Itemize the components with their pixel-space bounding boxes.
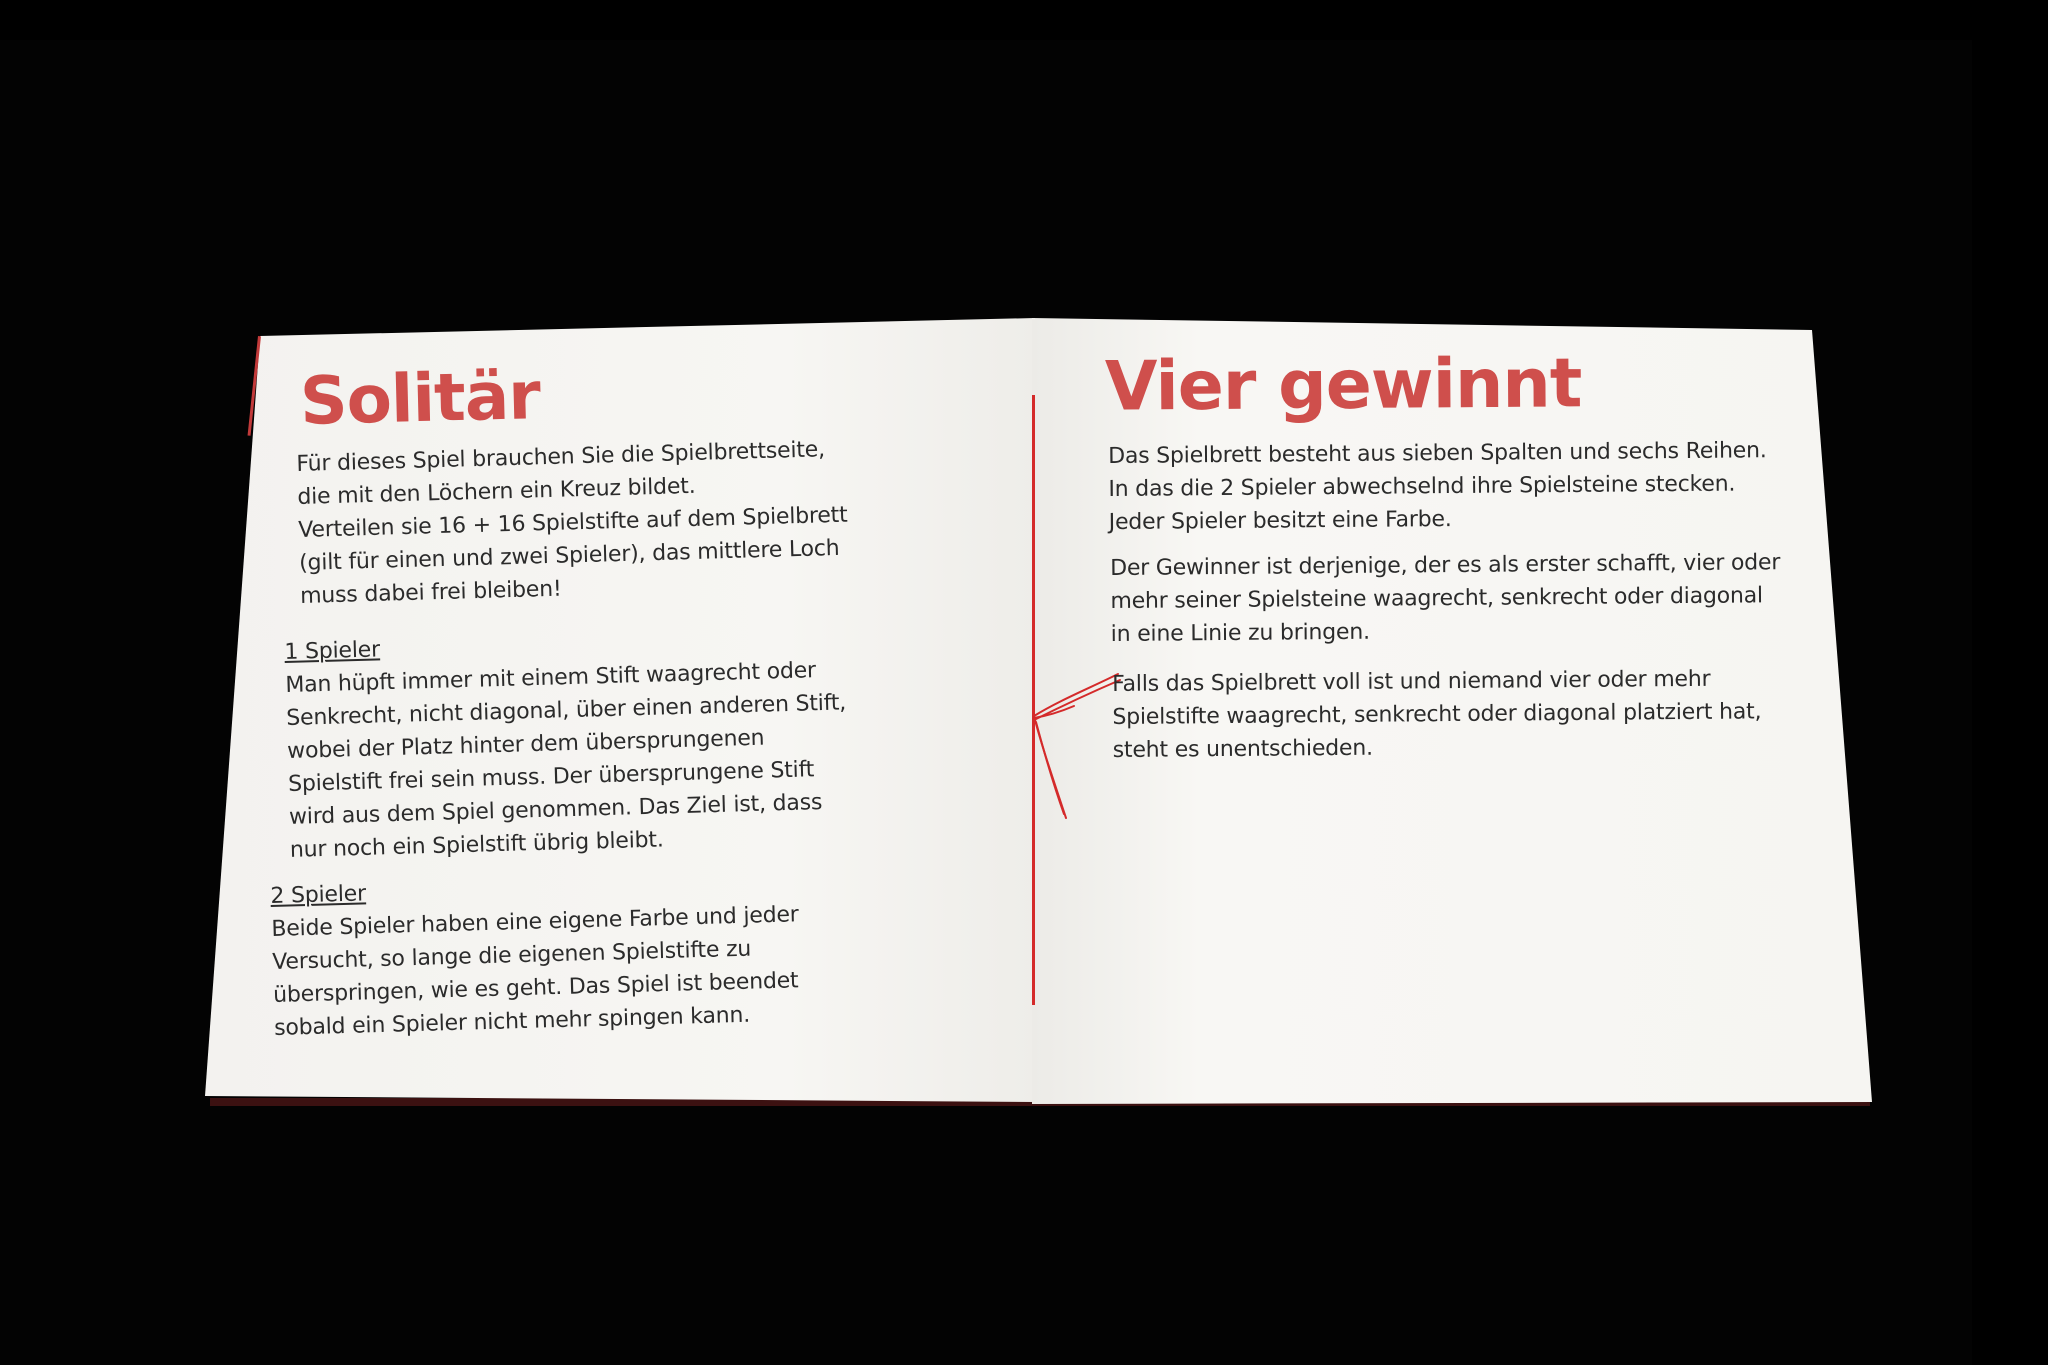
draw-paragraph	[1112, 662, 1762, 767]
two-player-line: Beide Spieler haben eine eigene Farbe und jeder	[271, 902, 799, 942]
two-player-section	[270, 865, 802, 1045]
board-line: In das die 2 Spieler abwechselnd ihre Spielsteine stecken.	[1108, 471, 1736, 502]
two-player-line: Versucht, so lange die eigenen Spielstifte zu	[271, 936, 752, 975]
winner-paragraph	[1110, 546, 1781, 651]
one-player-line: Senkrecht, nicht diagonal, über einen anderen Stift,	[285, 690, 847, 731]
one-player-line: wird aus dem Spiel genommen. Das Ziel ist, dass	[288, 790, 823, 830]
two-player-line: überspringen, wie es geht. Das Spiel ist beendet	[272, 968, 799, 1008]
two-player-line: sobald ein Spieler nicht mehr spingen kann.	[273, 1002, 751, 1041]
one-player-section	[284, 620, 850, 867]
right-page-title: Vier gewinnt	[1104, 344, 1582, 427]
one-player-line: wobei der Platz hinter dem übersprungenen	[286, 725, 765, 764]
intro-line: (gilt für einen und zwei Spieler), das mittlere Loch	[298, 535, 840, 576]
intro-line: Verteilen sie 16 + 16 Spielstifte auf dem Spielbrett	[297, 502, 848, 543]
intro-line: die mit den Löchern ein Kreuz bildet.	[297, 473, 696, 510]
winner-line: in eine Linie zu bringen.	[1110, 619, 1370, 647]
draw-line: Spielstifte waagrecht, senkrecht oder diagonal platziert hat,	[1112, 699, 1762, 730]
intro-line: muss dabei frei bleiben!	[299, 576, 562, 609]
binding-thread-spine	[1032, 395, 1035, 1005]
one-player-line: Spielstift frei sein muss. Der übersprungene Stift	[287, 757, 815, 797]
draw-line: steht es unentschieden.	[1112, 735, 1373, 763]
board-line: Jeder Spieler besitzt eine Farbe.	[1108, 507, 1452, 535]
winner-line: mehr seiner Spielsteine waagrecht, senkrecht oder diagonal	[1110, 583, 1764, 614]
intro-line: Für dieses Spiel brauchen Sie die Spielbrettseite,	[296, 437, 826, 477]
one-player-heading: 1 Spieler	[284, 637, 381, 665]
winner-line: Der Gewinner ist derjenige, der es als erster schafft, vier oder	[1110, 550, 1781, 581]
board-line: Das Spielbrett besteht aus sieben Spalten und sechs Reihen.	[1108, 438, 1767, 469]
one-player-line: nur noch ein Spielstift übrig bleibt.	[289, 827, 664, 863]
board-description-paragraph	[1108, 434, 1767, 539]
left-page-title: Solitär	[299, 357, 541, 440]
draw-line: Falls das Spielbrett voll ist und niemand vier oder mehr	[1112, 666, 1711, 697]
left-intro-paragraph	[296, 433, 850, 613]
one-player-line: Man hüpft immer mit einem Stift waagrecht oder	[285, 658, 817, 698]
two-player-heading: 2 Spieler	[270, 881, 367, 909]
